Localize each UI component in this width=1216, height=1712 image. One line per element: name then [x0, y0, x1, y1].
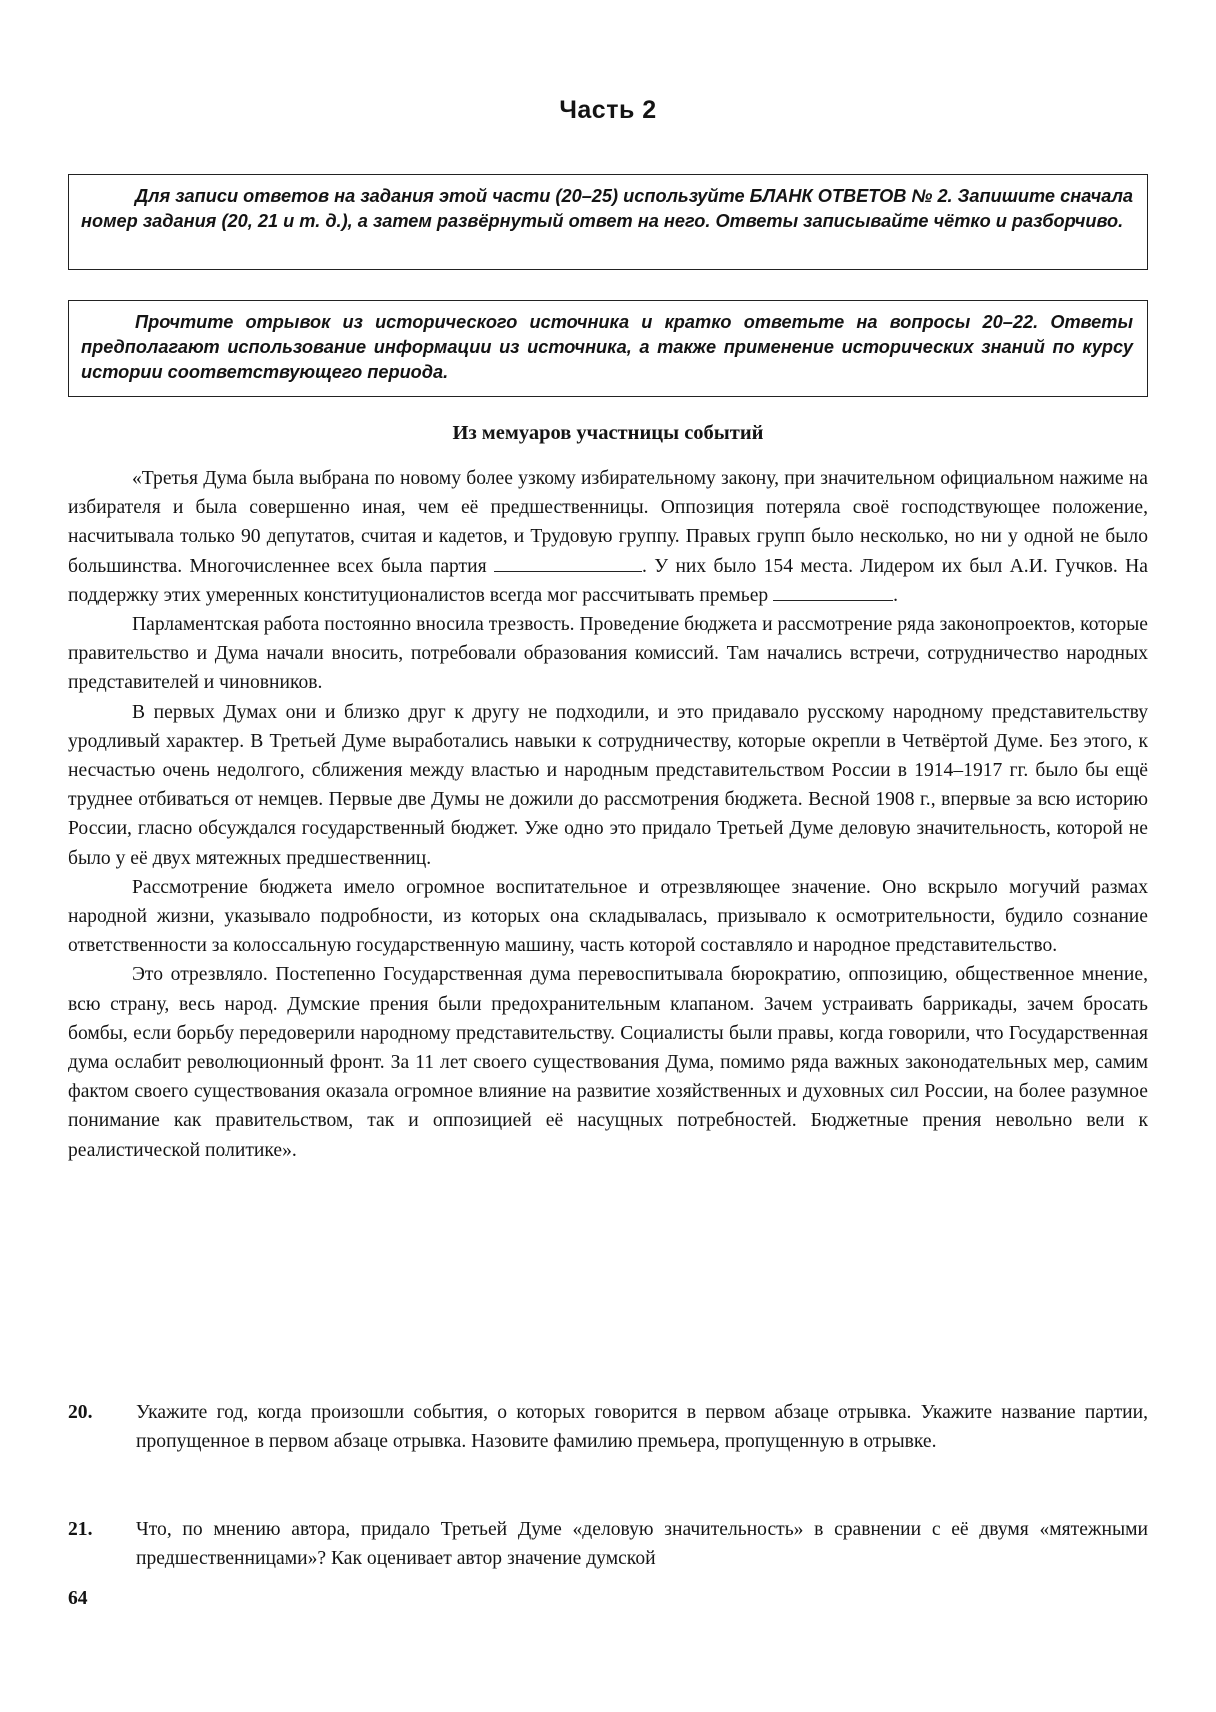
source-paragraph-2: Парламентская работа постоянно вносила трезвость. Проведение бюджета и рассмотрение ряда законопроектов, которые правительство и Дума начали вносить, потребовали образования комиссий. Там начались встречи, сотрудничество народных представителей и чиновников.: [68, 614, 1148, 694]
reading-instruction-box: [68, 300, 1148, 397]
question-21: [68, 1515, 1148, 1573]
question-number: 21.: [68, 1519, 93, 1540]
source-paragraph-1-part-3: .: [893, 584, 899, 606]
source-title: Из мемуаров участницы событий: [452, 422, 764, 444]
reading-instruction: Прочтите отрывок из исторического источника и кратко ответьте на вопросы 20–22. Ответы предполагают использование информации из источника, а также применение исторических знаний по курсу истории соответствующего периода.: [81, 312, 1133, 382]
party-name-blank: [494, 553, 642, 572]
source-paragraph-1-part-2: . У них было 154 места. Лидером их был А.И. Гучков. На поддержку этих умеренных конституционалистов всегда мог рассчитывать премьер: [68, 555, 1148, 606]
answer-form-instruction: Для записи ответов на задания этой части (20–25) используйте БЛАНК ОТВЕТОВ № 2. Запишите сначала номер задания (20, 21 и т. д.), а затем развёрнутый ответ на него. Ответы записывайте чётко и разборчиво.: [81, 186, 1133, 231]
page-number: 64: [68, 1588, 88, 1609]
source-paragraph-3: В первых Думах они и близко друг к другу не подходили, и это придавало русскому народному представительству уродливый характер. В Третьей Думе выработались навыки к сотрудничеству, которые окрепли в Четвёртой Думе. Без этого, к несчастью очень недолгого, сближения между властью и народным представительством России в 1914–1917 гг. было бы ещё труднее отбиваться от немцев. Первые две Думы не дожили до рассмотрения бюджета. Весной 1908 г., впервые за всю историю России, гласно обсуждался государственный бюджет. Уже одно это придало Третьей Думе деловую значительность, которой не было у её двух мятежных предшественниц.: [68, 701, 1148, 869]
premier-name-blank: [773, 582, 893, 601]
question-text: Что, по мнению автора, придало Третьей Думе «деловую значительность» в сравнении с её двумя «мятежными предшественницами»? Как оценивает автор значение думской: [136, 1519, 1148, 1570]
answer-form-instruction-box: [68, 174, 1148, 270]
question-text: Укажите год, когда произошли события, о которых говорится в первом абзаце отрывка. Укажите название партии, пропущенное в первом абзаце отрывка. Назовите фамилию премьера, пропущенную в отрывке.: [136, 1402, 1148, 1453]
source-paragraph-4: Рассмотрение бюджета имело огромное воспитательное и отрезвляющее значение. Оно вскрыло могучий размах народной жизни, указывало подробности, из которых она складывалась, призывало к осмотрительности, будило сознание ответственности за колоссальную государственную машину, часть которой составляло и народное представительство.: [68, 876, 1148, 957]
part-title: Часть 2: [559, 96, 657, 124]
source-text: [68, 464, 1148, 1165]
source-paragraph-1: [68, 464, 1148, 610]
question-20: [68, 1398, 1148, 1456]
source-paragraph-1-part-1: «Третья Дума была выбрана по новому более узкому избирательному закону, при значительном официальном нажиме на избирателя и была совершенно иная, чем её предшественницы. Оппозиция потеряла своё господствующее положение, насчитывала только 90 депутатов, считая и кадетов, и Трудовую группу. Правых групп было несколько, но ни у одной не было большинства. Многочисленнее всех была партия: [68, 468, 1148, 577]
question-number: 20.: [68, 1402, 93, 1423]
source-paragraph-5: Это отрезвляло. Постепенно Государственная дума перевоспитывала бюрократию, оппозицию, общественное мнение, всю страну, весь народ. Думские прения были предохранительным клапаном. Зачем устраивать баррикады, зачем бросать бомбы, если борьбу передоверили народному представительству. Социалисты были правы, когда говорили, что Государственная дума ослабит революционный фронт. За 11 лет своего существования Дума, помимо ряда важных законодательных мер, самим фактом своего существования оказала огромное влияние на развитие хозяйственных и духовных сил России, на более разумное понимание как правительством, так и оппозицией её насущных потребностей. Бюджетные прения невольно вели к реалистической политике».: [68, 964, 1148, 1161]
